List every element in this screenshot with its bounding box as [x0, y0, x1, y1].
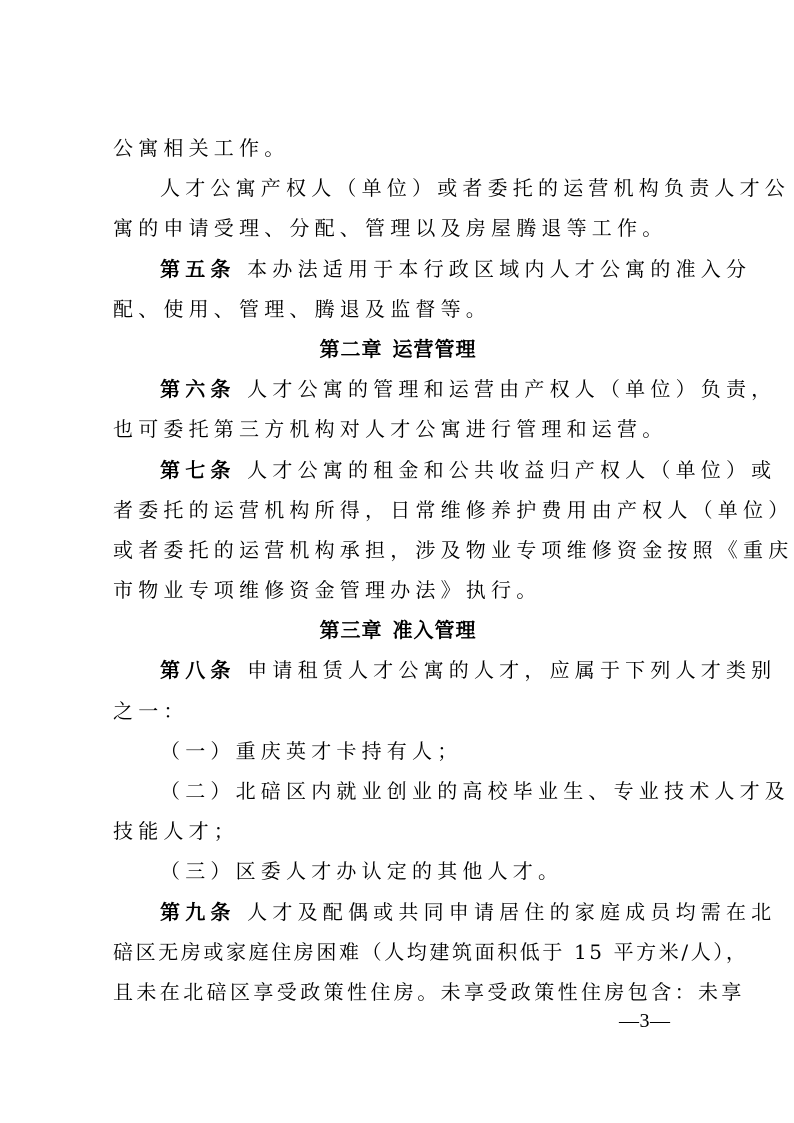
article-text: 人才公寓的租金和公共收益归产权人（单位）或 — [247, 457, 777, 482]
article-label: 第八条 — [160, 658, 236, 683]
paragraph-line: 市物业专项维修资金管理办法》执行。 — [113, 578, 542, 603]
chapter-title: 运营管理 — [392, 336, 477, 361]
paragraph-line: 寓的申请受理、分配、管理以及房屋腾退等工作。 — [113, 216, 668, 241]
paragraph-line: 碚区无房或家庭住房困难（人均建筑面积低于 15 平方米/人）， — [113, 939, 749, 964]
chapter-number: 第三章 — [319, 618, 383, 643]
list-item: （三）区委人才办认定的其他人才。 — [160, 859, 564, 884]
article-5 — [113, 249, 752, 289]
chapter-title: 准入管理 — [392, 618, 477, 643]
chapter-heading — [113, 329, 683, 369]
article-text: 本办法适用于本行政区域内人才公寓的准入分 — [247, 256, 752, 281]
article-text: 人才公寓的管理和运营由产权人（单位）负责， — [247, 377, 777, 402]
paragraph-line: 配、使用、管理、腾退及监督等。 — [113, 296, 491, 321]
chapter-number: 第二章 — [319, 336, 383, 361]
paragraph-line: 者委托的运营机构所得，日常维修养护费用由产权人（单位） — [113, 497, 794, 522]
paragraph-line: 技能人才； — [113, 819, 239, 844]
article-9 — [113, 892, 777, 932]
list-item: （二）北碚区内就业创业的高校毕业生、专业技术人才及 — [160, 779, 790, 803]
chapter-heading — [113, 610, 683, 650]
article-8 — [113, 650, 777, 690]
paragraph-line: 公寓相关工作。 — [113, 136, 290, 160]
page-number: —3— — [619, 1010, 671, 1032]
paragraph-line: 之一： — [113, 698, 189, 723]
article-text: 人才及配偶或共同申请居住的家庭成员均需在北 — [247, 899, 777, 924]
article-label: 第六条 — [160, 377, 236, 402]
list-item: （一）重庆英才卡持有人； — [160, 738, 463, 763]
paragraph-line: 或者委托的运营机构承担，涉及物业专项维修资金按照《重庆 — [113, 537, 794, 562]
article-label: 第九条 — [160, 899, 236, 924]
paragraph-line: 也可委托第三方机构对人才公寓进行管理和运营。 — [113, 417, 668, 442]
article-6 — [113, 369, 777, 409]
article-7 — [113, 450, 777, 490]
article-label: 第七条 — [160, 457, 236, 482]
paragraph-line: 人才公寓产权人（单位）或者委托的运营机构负责人才公 — [160, 176, 790, 201]
document-page — [113, 128, 794, 1012]
article-text: 申请租赁人才公寓的人才，应属于下列人才类别 — [247, 658, 777, 683]
paragraph-line: 且未在北碚区享受政策性住房。未享受政策性住房包含：未享 — [113, 979, 745, 1004]
article-label: 第五条 — [160, 256, 236, 281]
